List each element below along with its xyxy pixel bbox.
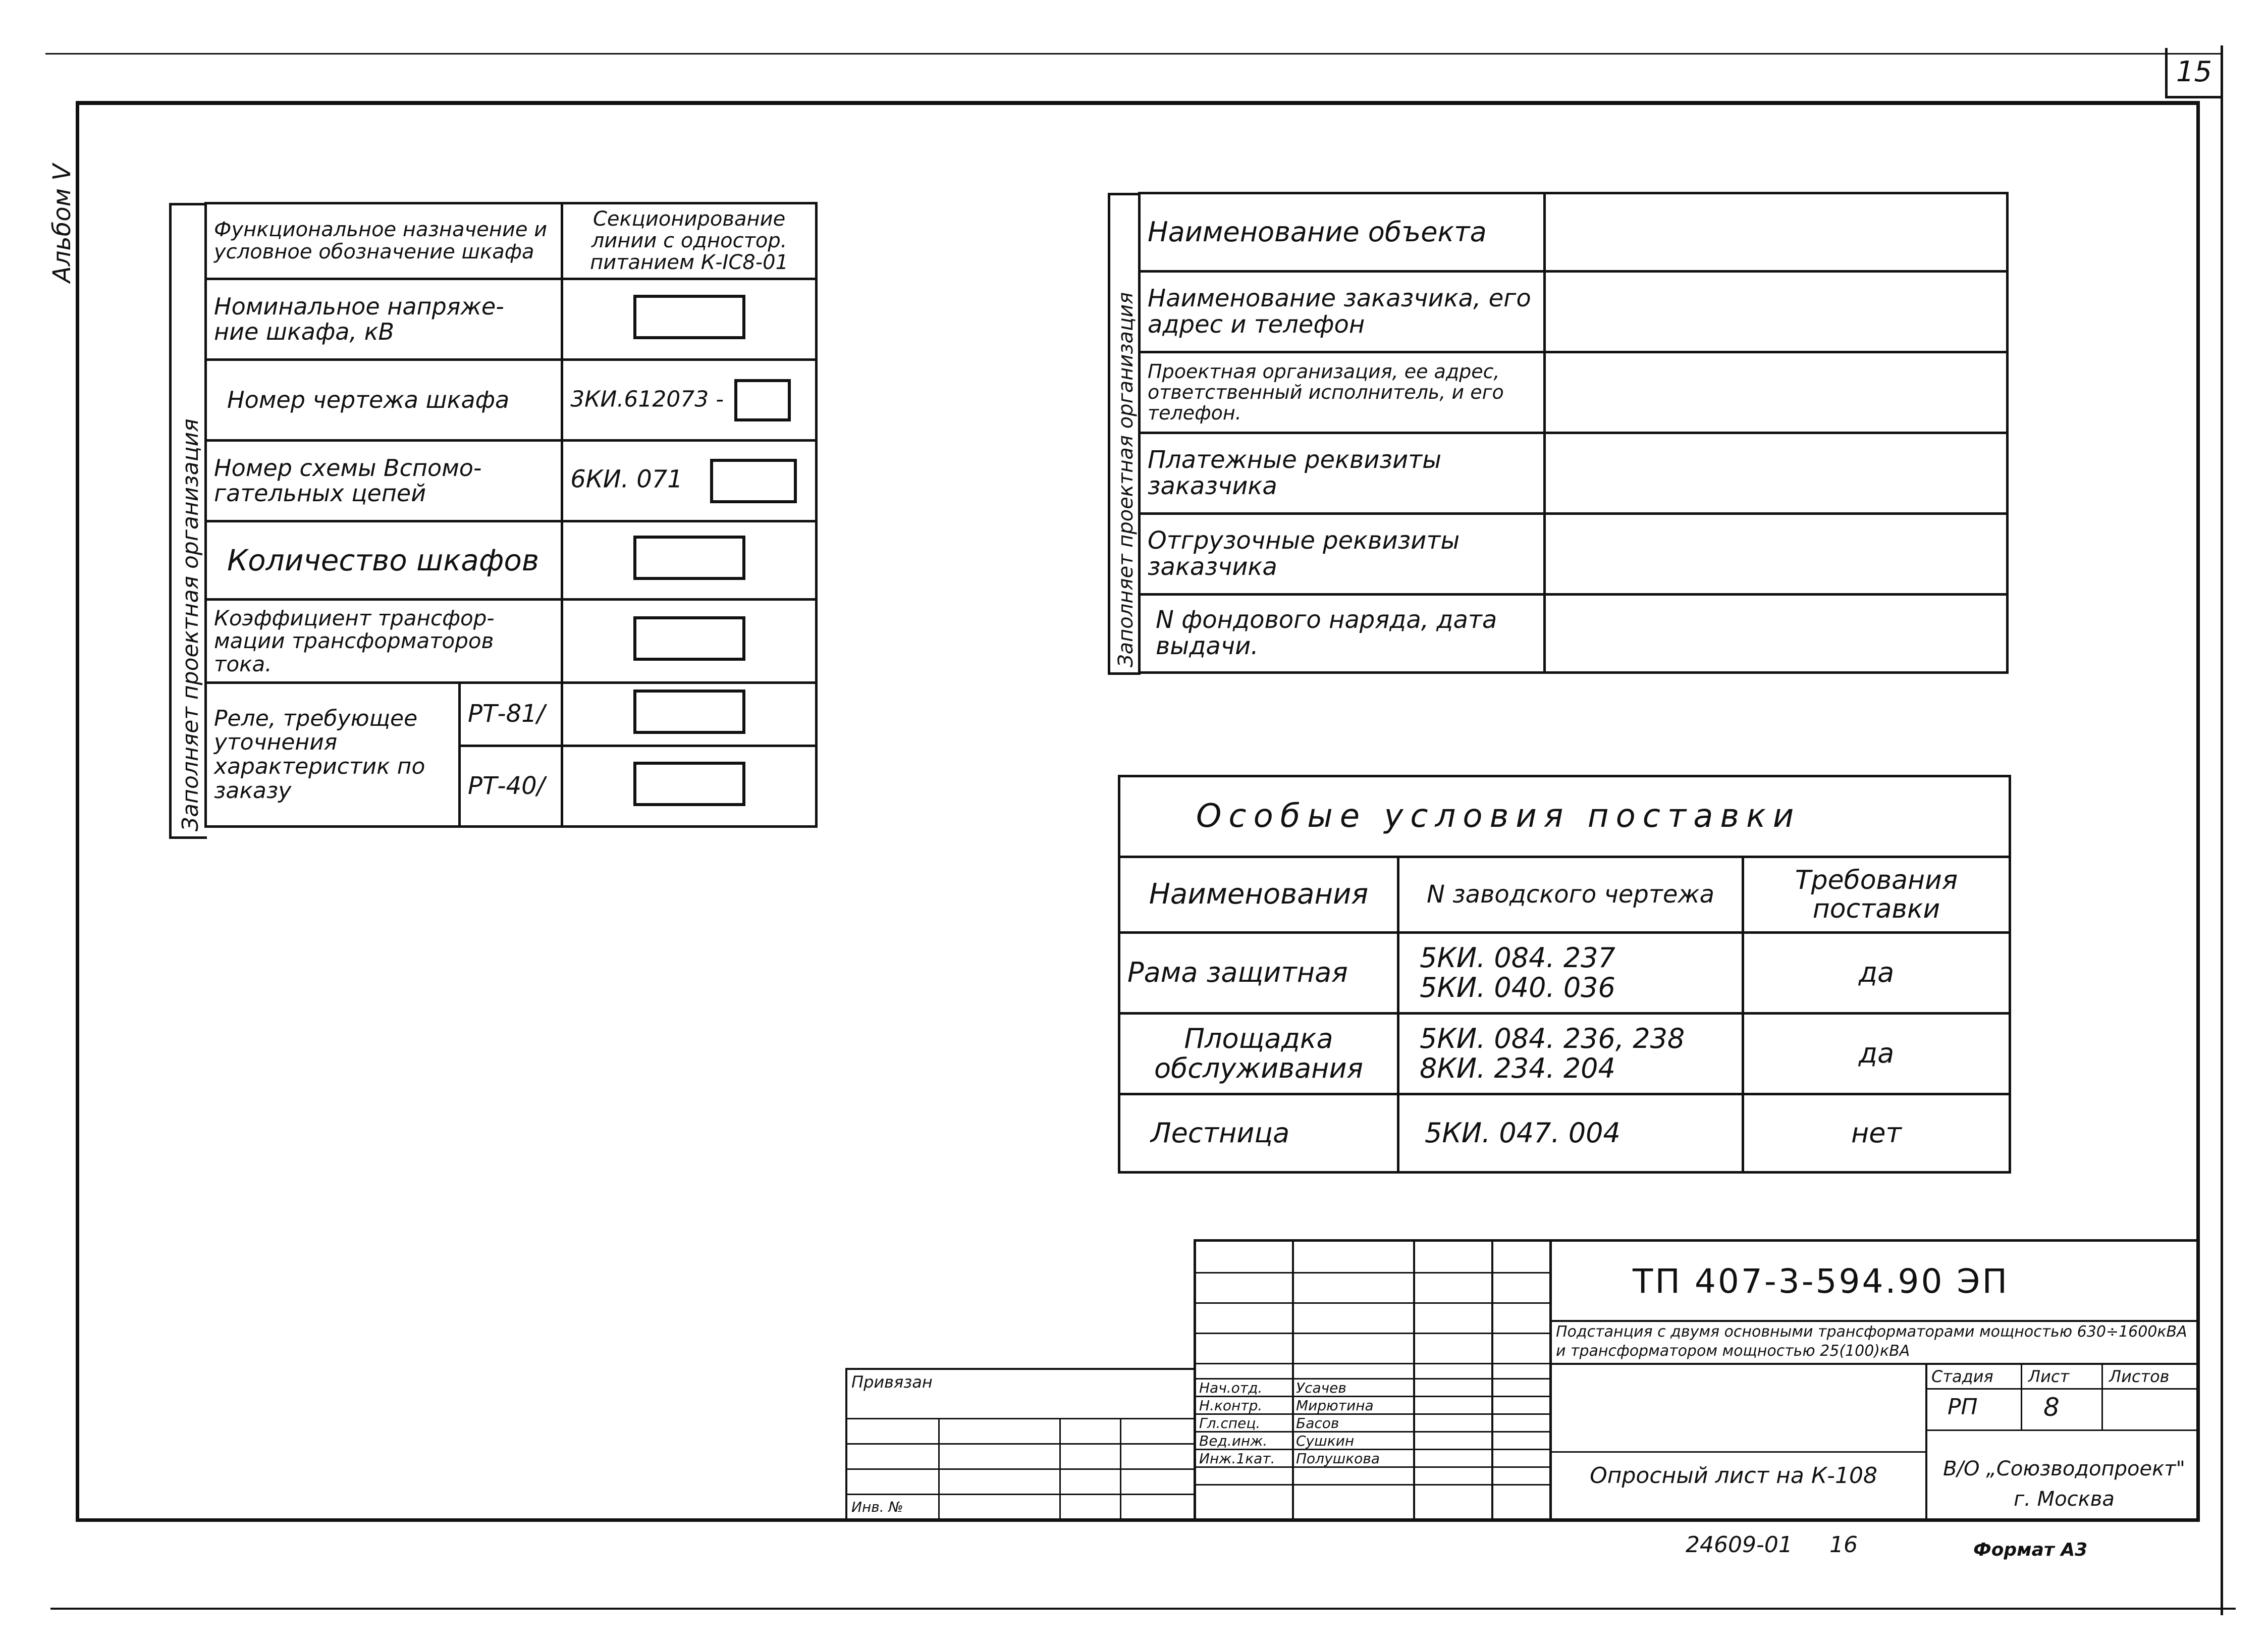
ratio-input-box[interactable] [633,616,745,661]
col-drawing: N заводского чертежа [1398,857,1743,933]
sheet-title: Опросный лист на К-108 [1590,1463,1877,1489]
row3-name: Лестница [1119,1094,1398,1173]
page-number-box [2165,48,2221,98]
name-4: Сушкин [1296,1433,1355,1449]
relay-type-2: РТ-40/ [460,746,562,827]
role-4: Вед.инж. [1199,1433,1268,1449]
role-5: Инж.1кат. [1199,1450,1275,1467]
customer-label: Наименование заказчика, его адрес и телефон [1140,272,1545,352]
relay-2-input-box[interactable] [633,762,745,806]
document-code: ТП 407-3-594.90 ЭП [1633,1262,2010,1301]
special-conditions-table [1118,775,2011,1174]
design-org-label: Проектная организация, ее адрес, ответственный исполнитель, и его телефон. [1140,352,1545,433]
customer-value[interactable] [1545,272,2008,352]
organization-name: В/О „Союзводопроект" [1943,1457,2185,1480]
drawing-number-box[interactable] [734,379,791,421]
special-title: Особые условия поставки [1119,776,2010,857]
scheme-number-box[interactable] [710,459,797,503]
payment-value[interactable] [1545,433,2008,514]
archive-page: 16 [1829,1532,1858,1558]
design-org-value[interactable] [1545,352,2008,433]
inv-no-label: Инв. № [851,1499,903,1515]
revision-grid [1194,1239,1552,1522]
row-quantity-label: Количество шкафов [206,521,562,600]
object-name-value[interactable] [1545,193,2008,272]
name-3: Басов [1296,1415,1339,1432]
col-requirements: Требования поставки [1743,857,2010,933]
left-side-label-box [169,203,207,839]
scheme-number: 6КИ. 071 [570,465,683,493]
right-trim-line [2221,45,2223,1615]
row-drawing-label: Номер чертежа шкафа [206,360,562,441]
row1-req: да [1743,933,2010,1014]
right-side-label: Заполняет проектная организация [1114,292,1138,667]
header-right: Секционирование линии с одностор. питанием К-IC8-01 [562,203,817,279]
col-names: Наименования [1119,857,1398,933]
row-voltage-label: Номинальное напряже- ние шкафа, кВ [206,279,562,360]
row3-drawing: 5КИ. 047. 004 [1398,1094,1743,1173]
right-side-label-box [1108,193,1141,675]
header-left: Функциональное назначение и условное обозначение шкафа [206,203,562,279]
staff-names [1296,1379,1412,1467]
stage-grid [1927,1365,2199,1451]
organization [1930,1454,2198,1514]
row-scheme-label: Номер схемы Вспомо- гательных цепей [206,441,562,521]
left-side-label: Заполняет проектная организация [178,418,203,831]
row1-name: Рама защитная [1119,933,1398,1014]
relay-label: Реле, требующее уточнения характеристик по заказу [206,683,460,827]
binding-block [845,1368,1196,1521]
format-label: Формат А3 [1973,1540,2088,1560]
archive-number: 24609-01 [1686,1532,1793,1558]
object-name-label: Наименование объекта [1140,193,1545,272]
fund-order-label: N фондового наряда, дата выдачи. [1140,595,1545,673]
sheet-label: Лист [2028,1367,2070,1386]
name-5: Полушкова [1296,1450,1380,1467]
left-table [204,202,818,828]
row2-req: да [1743,1014,2010,1094]
top-trim-line [45,53,2221,55]
document-description: Подстанция с двумя основными трансформаторами мощностью 630÷1600кВА и трансформатором мощностью 25(100)кВА [1556,1323,2187,1360]
stage-label: Стадия [1931,1367,1993,1386]
row-ratio-label: Коэффициент трансфор- мации трансформаторов тока. [206,600,562,683]
privyazan-label: Привязан [851,1372,933,1392]
bottom-trim-line [50,1608,2236,1610]
stage-value: РП [1948,1394,1978,1420]
drawing-number: 3КИ.612073 - [570,386,724,412]
album-label: Альбом V [48,164,76,283]
role-3: Гл.спец. [1199,1415,1261,1432]
row2-name: Площадка обслуживания [1119,1014,1398,1094]
organization-city: г. Москва [2014,1488,2115,1511]
quantity-input-box[interactable] [633,536,745,580]
sheet-value: 8 [2043,1393,2060,1422]
relay-type-1: РТ-81/ [460,683,562,746]
page-number: 15 [2176,56,2212,88]
row3-req: нет [1743,1094,2010,1173]
right-table [1138,192,2009,674]
name-2: Мирютина [1296,1397,1374,1414]
shipping-label: Отгрузочные реквизиты заказчика [1140,514,1545,595]
voltage-input-box[interactable] [633,295,745,339]
staff-roles [1199,1379,1292,1467]
shipping-value[interactable] [1545,514,2008,595]
name-1: Усачев [1296,1380,1346,1396]
relay-1-input-box[interactable] [633,690,745,734]
title-block [1549,1239,2199,1522]
sheets-label: Листов [2109,1367,2170,1386]
row2-drawing: 5КИ. 084. 236, 238 8КИ. 234. 204 [1398,1014,1743,1094]
fund-order-value[interactable] [1545,595,2008,673]
role-1: Нач.отд. [1199,1380,1263,1396]
role-2: Н.контр. [1199,1397,1263,1414]
row1-drawing: 5КИ. 084. 237 5КИ. 040. 036 [1398,933,1743,1014]
payment-label: Платежные реквизиты заказчика [1140,433,1545,514]
